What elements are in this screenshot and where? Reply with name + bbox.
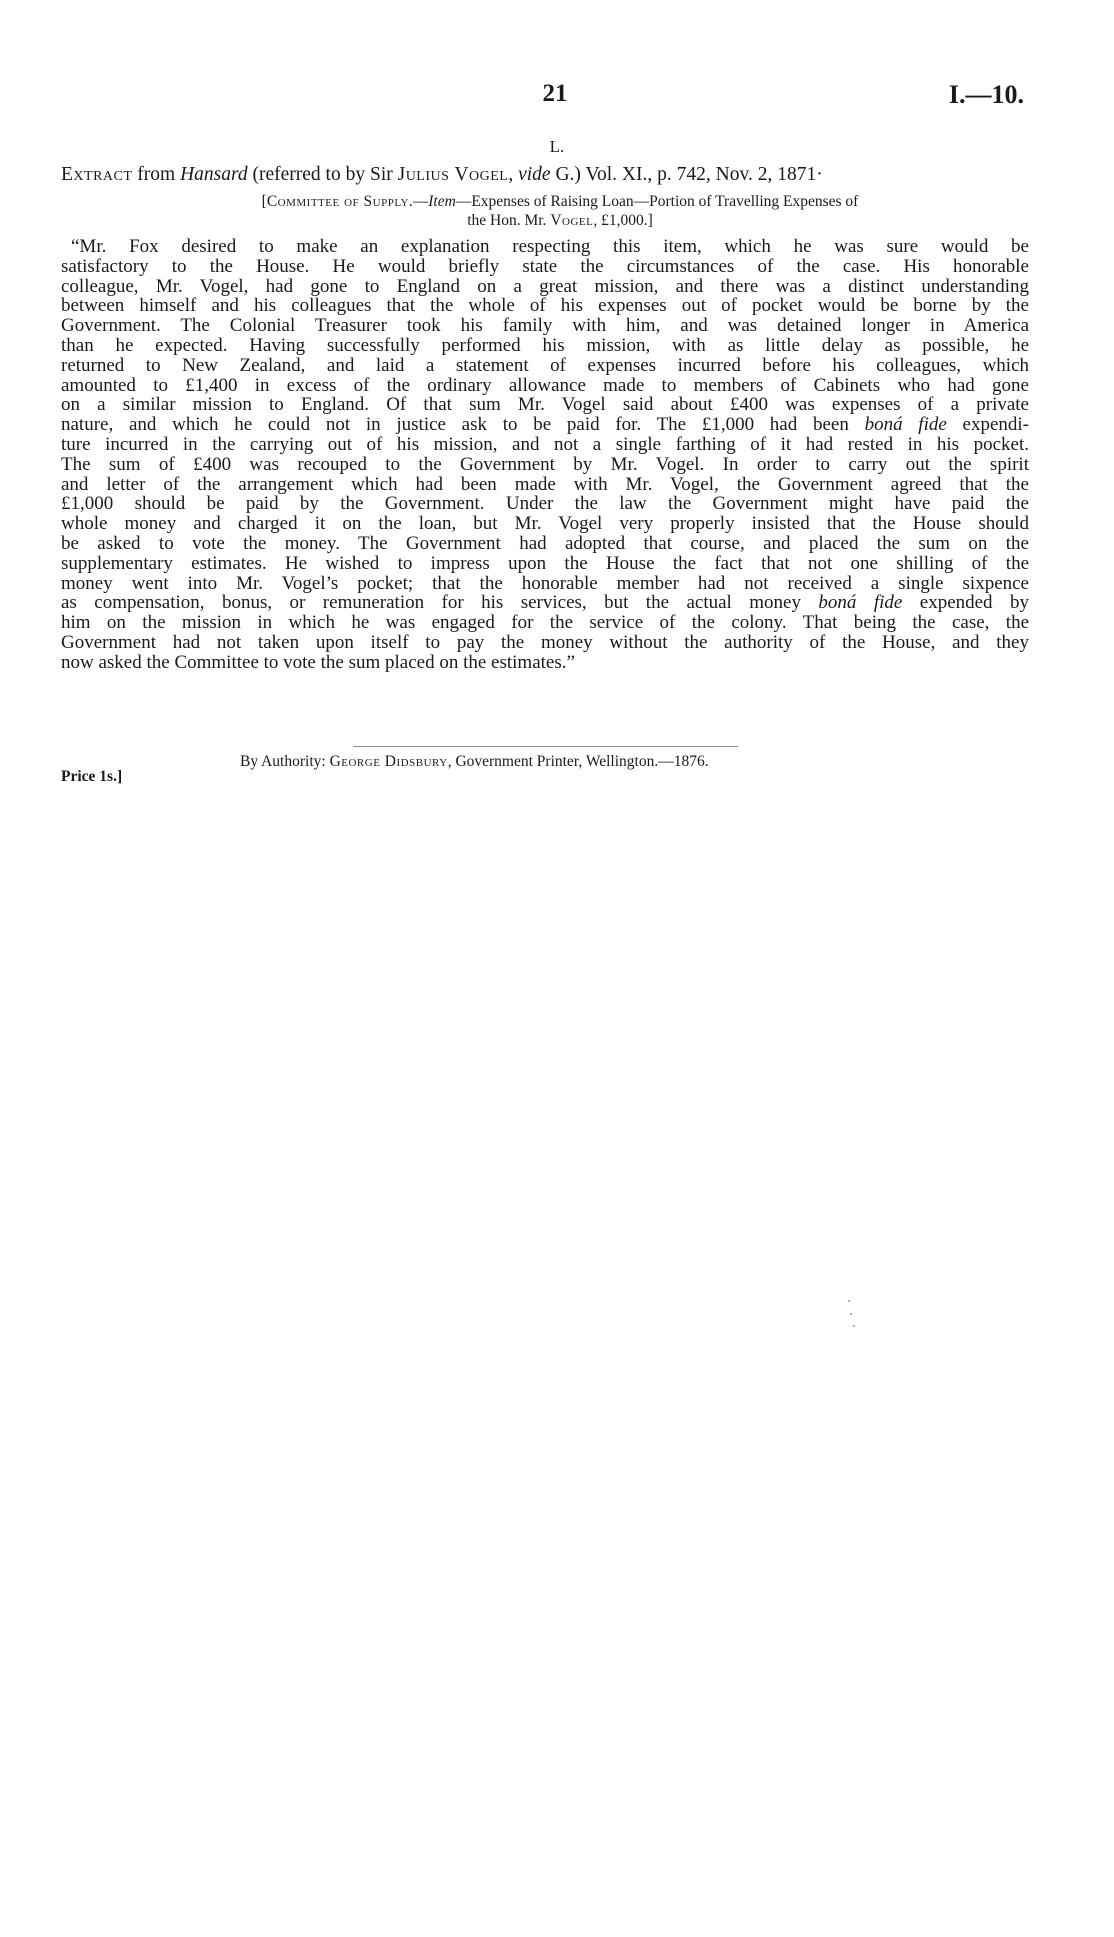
speech-line: money went into Mr. Vogel’s pocket; that the honorable member had not received a single sixpence xyxy=(61,572,1029,594)
extract-lead: Extract xyxy=(61,164,133,185)
speech-line: and letter of the arrangement which had been made with Mr. Vogel, the Government agreed that the xyxy=(61,473,1029,495)
document-reference: I.—10. xyxy=(948,80,1024,109)
speech-line: between himself and his colleagues that the whole of his expenses out of pocket would be borne by the xyxy=(61,295,1029,317)
speech-fragment: expendi- xyxy=(946,414,1029,436)
speech-italic: boná fide xyxy=(864,414,947,436)
committee-heading xyxy=(145,192,975,230)
speck xyxy=(850,1313,852,1315)
speech-line: The sum of £400 was recouped to the Government by Mr. Vogel. In order to carry out the spirit xyxy=(61,453,1029,475)
scan-specks xyxy=(848,1300,858,1328)
speech-line: £1,000 should be paid by the Government. Under the law the Government might have paid the xyxy=(61,493,1029,515)
speech-line: him on the mission in which he was engaged for the service of the colony. That being the case, the xyxy=(61,612,1029,634)
extract-name: Julius Vogel xyxy=(397,164,509,185)
committee-hon: the Hon. Mr. xyxy=(467,212,551,229)
speech-fragment: nature, and which he could not in justice ask to be paid for. The £1,000 had been xyxy=(61,414,865,436)
extract-source: Hansard xyxy=(180,164,248,185)
speech-line: Government had not taken upon itself to pay the money without the authority of the House, and they xyxy=(61,631,1029,653)
speech-line: “Mr. Fox desired to make an explanation respecting this item, which he was sure would be xyxy=(71,236,1029,257)
speech-body xyxy=(61,237,1029,673)
printer-imprint xyxy=(240,753,709,771)
extract-ref: G.) Vol. XI., p. 742, Nov. 2, 1871· xyxy=(550,164,823,185)
section-letter: L. xyxy=(549,137,565,156)
price: Price 1s.] xyxy=(61,768,123,785)
speech-line: supplementary estimates. He wished to impress upon the House the fact that not one shilling of the xyxy=(61,552,1029,574)
committee-line-1 xyxy=(145,192,975,211)
committee-line-2 xyxy=(145,211,975,230)
committee-amount: , £1,000.] xyxy=(593,212,653,229)
extract-vide: vide xyxy=(518,164,551,185)
authority-rest: , Government Printer, Wellington.—1876. xyxy=(447,753,709,770)
extract-from: from xyxy=(132,164,181,185)
committee-vogel: Vogel xyxy=(550,212,594,229)
speech-line: now asked the Committee to vote the sum placed on the estimates.” xyxy=(61,651,575,673)
footer-divider xyxy=(353,746,738,747)
speech-line: amounted to £1,400 in excess of the ordinary allowance made to members of Cabinets who had gone xyxy=(61,374,1029,396)
speech-line: satisfactory to the House. He would briefly state the circumstances of the case. His honorable xyxy=(61,255,1029,277)
committee-bracket: [ xyxy=(261,193,267,210)
printer-name: George Didsbury xyxy=(329,753,448,770)
speech-line: on a similar mission to England. Of that sum Mr. Vogel said about £400 was expenses of a private xyxy=(61,394,1029,416)
committee-rest: —Expenses of Raising Loan—Portion of Travelling Expenses of xyxy=(455,193,859,210)
committee-caps: Committee of Supply xyxy=(266,193,409,210)
speech-line: ture incurred in the carrying out of his mission, and not a single farthing of it had rested in his pocket. xyxy=(61,433,1029,455)
speech-line xyxy=(61,593,1029,613)
speech-italic: boná fide xyxy=(818,592,903,614)
committee-item: Item xyxy=(428,193,456,210)
extract-referred: (referred to by Sir xyxy=(247,164,398,185)
speech-line xyxy=(61,415,1029,435)
speech-fragment: expended by xyxy=(902,592,1029,614)
speck xyxy=(853,1325,855,1327)
page-number: 21 xyxy=(542,80,568,107)
speck xyxy=(848,1300,850,1302)
speech-line: colleague, Mr. Vogel, had gone to England on a great mission, and there was a distinct understanding xyxy=(61,275,1029,297)
extract-heading xyxy=(61,164,1041,186)
extract-comma: , xyxy=(508,164,519,185)
authority-label: By Authority: xyxy=(240,753,330,770)
committee-dash: .— xyxy=(408,193,429,210)
speech-line: whole money and charged it on the loan, but Mr. Vogel very properly insisted that the House should xyxy=(61,513,1029,535)
speech-line: returned to New Zealand, and laid a statement of expenses incurred before his colleagues, which xyxy=(61,354,1029,376)
speech-line: be asked to vote the money. The Government had adopted that course, and placed the sum on the xyxy=(61,532,1029,554)
speech-line: than he expected. Having successfully performed his mission, with as little delay as possible, he xyxy=(61,334,1029,356)
speech-fragment: as compensation, bonus, or remuneration for his services, but the actual money xyxy=(61,592,819,614)
speech-line: Government. The Colonial Treasurer took his family with him, and was detained longer in America xyxy=(61,315,1029,337)
